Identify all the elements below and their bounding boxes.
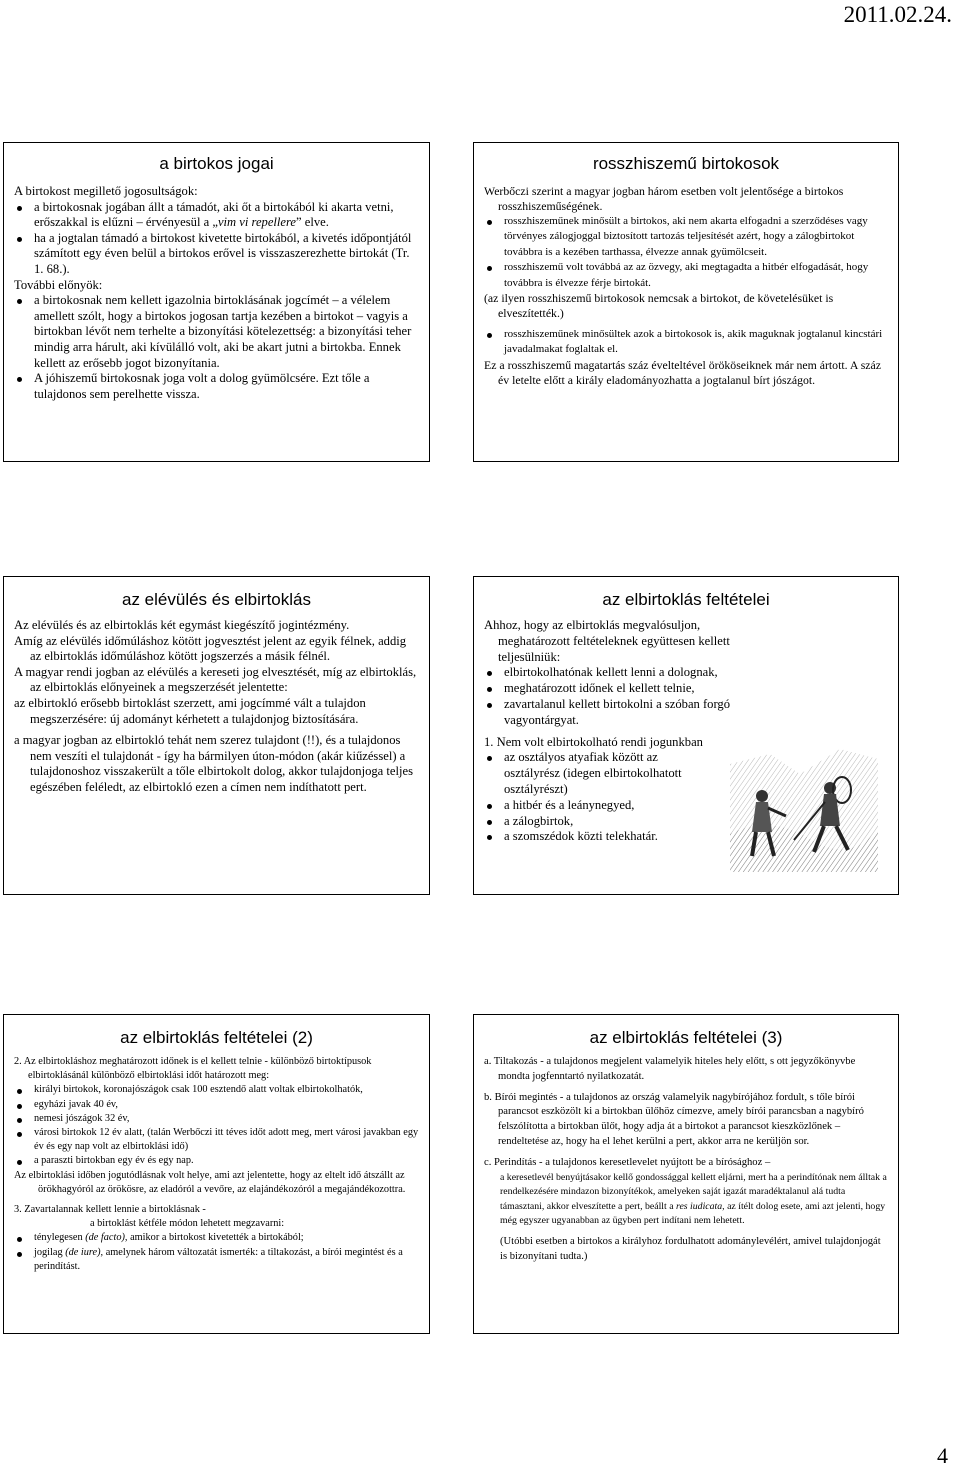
note-text: (az ilyen rosszhiszemű birtokosok nemcsak a birtokot, de követelésüket is elveszítették.)	[484, 291, 834, 321]
page-date: 2011.02.24.	[843, 2, 952, 27]
slide-elevules-elbirtoklas	[3, 576, 430, 895]
note-text: (Utóbbi esetben a birtokos a királyhoz fordulhatott adománylevélért, amivel tulajdonjogát is bizonyítani tudta.)	[500, 1235, 881, 1262]
slide-birtokos-jogai	[3, 142, 430, 462]
list-item: az osztályos atyafiak között az osztályrész (idegen elbirtokolhatott osztályrészt)	[484, 750, 708, 797]
slide-title: az elbirtoklás feltételei (3)	[589, 1028, 783, 1047]
list-item: elbirtokolhatónak kellett lenni a dolognak,	[484, 665, 738, 681]
paragraph: a magyar jogban az elbirtokló tehát nem szerez tulajdont (!!), és a tulajdonos nem veszíti el tulajdonát - így ha bármilyen úton-módon (akár kiűzéssel) a tulajdonoshoz visszakerült a tőle elbirtokolt dolog, akkor tulajdonjoga teljes egészében feléledt, az elbirtokló ezen a címen nem indíthatott pert.	[14, 733, 413, 794]
bullet-list	[484, 214, 888, 291]
slide-elbirtoklas-feltetelei	[473, 576, 899, 895]
list-item: a hitbér és a leánynegyed,	[484, 798, 708, 814]
list-item: ténylegesen (de facto), amikor a birtokost kivetették a birtokából;	[14, 1231, 419, 1245]
paragraph: az elbirtokló erősebb birtoklást szerzett, ami jogcímmé vált a tulajdon megszerzésére: új adományt kérhetett a tulajdonjog biztosítására.	[14, 695, 366, 726]
paragraph: 2. Az elbirtokláshoz meghatározott időnek is el kellett telnie - különböző birtoktípusok elbirtoklásánál különböző elbirtoklási időt határozott meg:	[14, 1056, 372, 1082]
bullet-list	[14, 1231, 419, 1274]
paragraph: a. Tiltakozás - a tulajdonos megjelent valamelyik hiteles hely előtt, s ott jegyzőkönyvbe mondta jogfenntartó nyilatkozatát.	[484, 1056, 856, 1082]
slide-title: az elévülés és elbirtoklás	[122, 590, 311, 609]
list-item: jogilag (de iure), amelynek három változatát ismerték: a tiltakozást, a bírói megintést és a perindítást.	[14, 1246, 419, 1274]
slide-elbirtoklas-feltetelei-3	[473, 1014, 899, 1334]
bullet-list	[484, 327, 888, 358]
list-item: rosszhiszeműnek minősült a birtokos, aki nem akarta elfogadni a szerződéses vagy törvényes zálogjoggal biztosított tartozás teljesítését azért, hogy a zálogbirtokot továbbra is a kezében tarthassa, élvezze annak gyümölcseit.	[484, 214, 888, 260]
list-item: a szomszédok közti telekhatár.	[484, 829, 708, 845]
list-item: rosszhiszeműnek minősültek azok a birtokosok is, akik maguknak jogtalanul kincstári javadalmakat foglaltak el.	[484, 327, 888, 358]
page-number: 4	[937, 1443, 948, 1468]
slide-title: a birtokos jogai	[159, 154, 274, 173]
paragraph: b. Bírói megintés - a tulajdonos az ország valamelyik nagybírójához fordult, s tőle bírói parancsot eszközölt ki a birtokban ülőhöz címezve, amely bírói parancsban a nagybíró felszólította a birtokban ülőt, hogy adja át a birtokot a parancsot kieszközlőnek – rendeltetése az, hogy ha el lehet kerülni a pert, akkor arra ne kerüljön sor.	[484, 1091, 864, 1147]
intro-text: Werbőczi szerint a magyar jogban három esetben volt jelentősége a birtokos rosszhiszeműségének.	[484, 184, 844, 213]
paragraph: c. Perindítás - a tulajdonos keresetlevelet nyújtott be a bírósághoz –	[484, 1156, 771, 1168]
list-item: zavartalanul kellett birtokolni a szóban forgó vagyontárgyat.	[484, 697, 738, 729]
list-item: királyi birtokok, koronajószágok csak 100 esztendő alatt voltak elbirtokolhatók,	[14, 1083, 419, 1097]
slide-title: rosszhiszemű birtokosok	[592, 154, 780, 173]
closing-text: Ez a rosszhiszemű magatartás száz évelteltével örököseiknek már nem ártott. A száz év letelte előtt a király eladományozhatta a jogtalanul bírt jószágot.	[484, 357, 882, 387]
intro-text: Ahhoz, hogy az elbirtoklás megvalósuljon, meghatározott feltételeknek együttesen kellett teljesülniük:	[484, 618, 730, 664]
bullet-list	[14, 293, 419, 402]
paragraph: Az elbirtoklási időben jogutódlásnak volt helye, ami azt jelentette, hogy az eltelt idő átszállt az örökhagyóról az örökösre, az eladóról a vevőre, az elajándékozóról a megajándékozottra.	[14, 1169, 406, 1195]
hunting-scene-illustration	[730, 744, 878, 872]
numbered-item: 1. Nem volt elbirtokolható rendi jogunkban	[484, 734, 703, 749]
list-item: nemesi jószágok 32 év,	[14, 1112, 419, 1126]
intro-text: A birtokost megillető jogosultságok:	[14, 184, 198, 198]
list-item: a paraszti birtokban egy év és egy nap.	[14, 1154, 419, 1168]
list-item: meghatározott időnek el kellett telnie,	[484, 681, 738, 697]
paragraph: 3. Zavartalannak kellett lennie a birtoklásnak -	[14, 1204, 206, 1216]
paragraph: Az elévülés és az elbirtoklás két egymást kiegészítő jogintézmény.	[14, 618, 350, 632]
subheading: További előnyök:	[14, 277, 103, 292]
list-item: rosszhiszemű volt továbbá az az özvegy, aki megtagadta a hitbér elfogadását, hogy továbbra is élvezze férje birtokát.	[484, 260, 888, 291]
slide-title: az elbirtoklás feltételei	[602, 590, 770, 609]
paragraph: Amíg az elévülés időmúláshoz kötött jogvesztést jelent az egyik félnek, addig az elbirtoklás időmúláshoz kötött jogszerzés a másik félnél.	[14, 633, 407, 664]
slide-rosszhiszemu-birtokosok	[473, 142, 899, 462]
bullet-list	[14, 1083, 419, 1168]
list-item: a birtokosnak jogában állt a támadót, aki őt a birtokából ki akarta vetni, erőszakkal is elűzni – érvényesül a „vim vi repellere” elve.	[14, 200, 419, 231]
list-item: a birtokosnak nem kellett igazolnia birtoklásának jogcímét – a vélelem amellett szólt, hogy a birtokos jogosan tartja kezében a birtokot – vagyis a birtokban lévőt nem terhelte a bizonyítási kötelezettség: a bizonyítási teher mindig arra hárult, aki kívülálló volt, aki be akart jutni a birtokba. Ennek kellett az erősebb jogot bizonyítania.	[14, 293, 419, 371]
list-item: ha a jogtalan támadó a birtokost kivetette birtokából, a kivetés időpontjától számított egy éven belül a birtokos erővel is visszaszerezhette birtokát (Tr. 1. 68.).	[14, 231, 419, 278]
bullet-list	[484, 665, 888, 728]
slide-title: az elbirtoklás feltételei (2)	[120, 1028, 313, 1047]
list-item: A jóhiszemű birtokosnak joga volt a dolog gyümölcsére. Ezt tőle a tulajdonos sem perelhette vissza.	[14, 371, 419, 402]
list-item: városi birtokok 12 év alatt, (talán Werbőczi itt téves időt adott meg, mert városi javakban egy év és egy nap volt az elbirtoklási idő)	[14, 1126, 419, 1154]
list-item: egyházi javak 40 év,	[14, 1098, 419, 1112]
paragraph: a keresetlevél benyújtásakor kellő gondossággal kellett eljárni, mert ha a perindítónak nem álltak a rendelkezésére mindazon bizonyítékok, amelyeken saját igazát maradéktalanul alá tudta támasztani, akkor elveszítette a pert, beállt a res iudicata, az ítélt dolog esete, ami azt jelenti, hogy még egyszer ugyanabban az ügyben pert indítani nem lehetett.	[500, 1171, 887, 1227]
bullet-list	[14, 200, 419, 278]
paragraph: a birtoklást kétféle módon lehetett megzavarni:	[90, 1218, 285, 1230]
list-item: a zálogbirtok,	[484, 814, 708, 830]
slide-elbirtoklas-feltetelei-2	[3, 1014, 430, 1334]
paragraph: A magyar rendi jogban az elévülés a kereseti jog elvesztését, míg az elbirtoklás, az elbirtoklás előnyeinek a megszerzését jelentette:	[14, 664, 417, 695]
